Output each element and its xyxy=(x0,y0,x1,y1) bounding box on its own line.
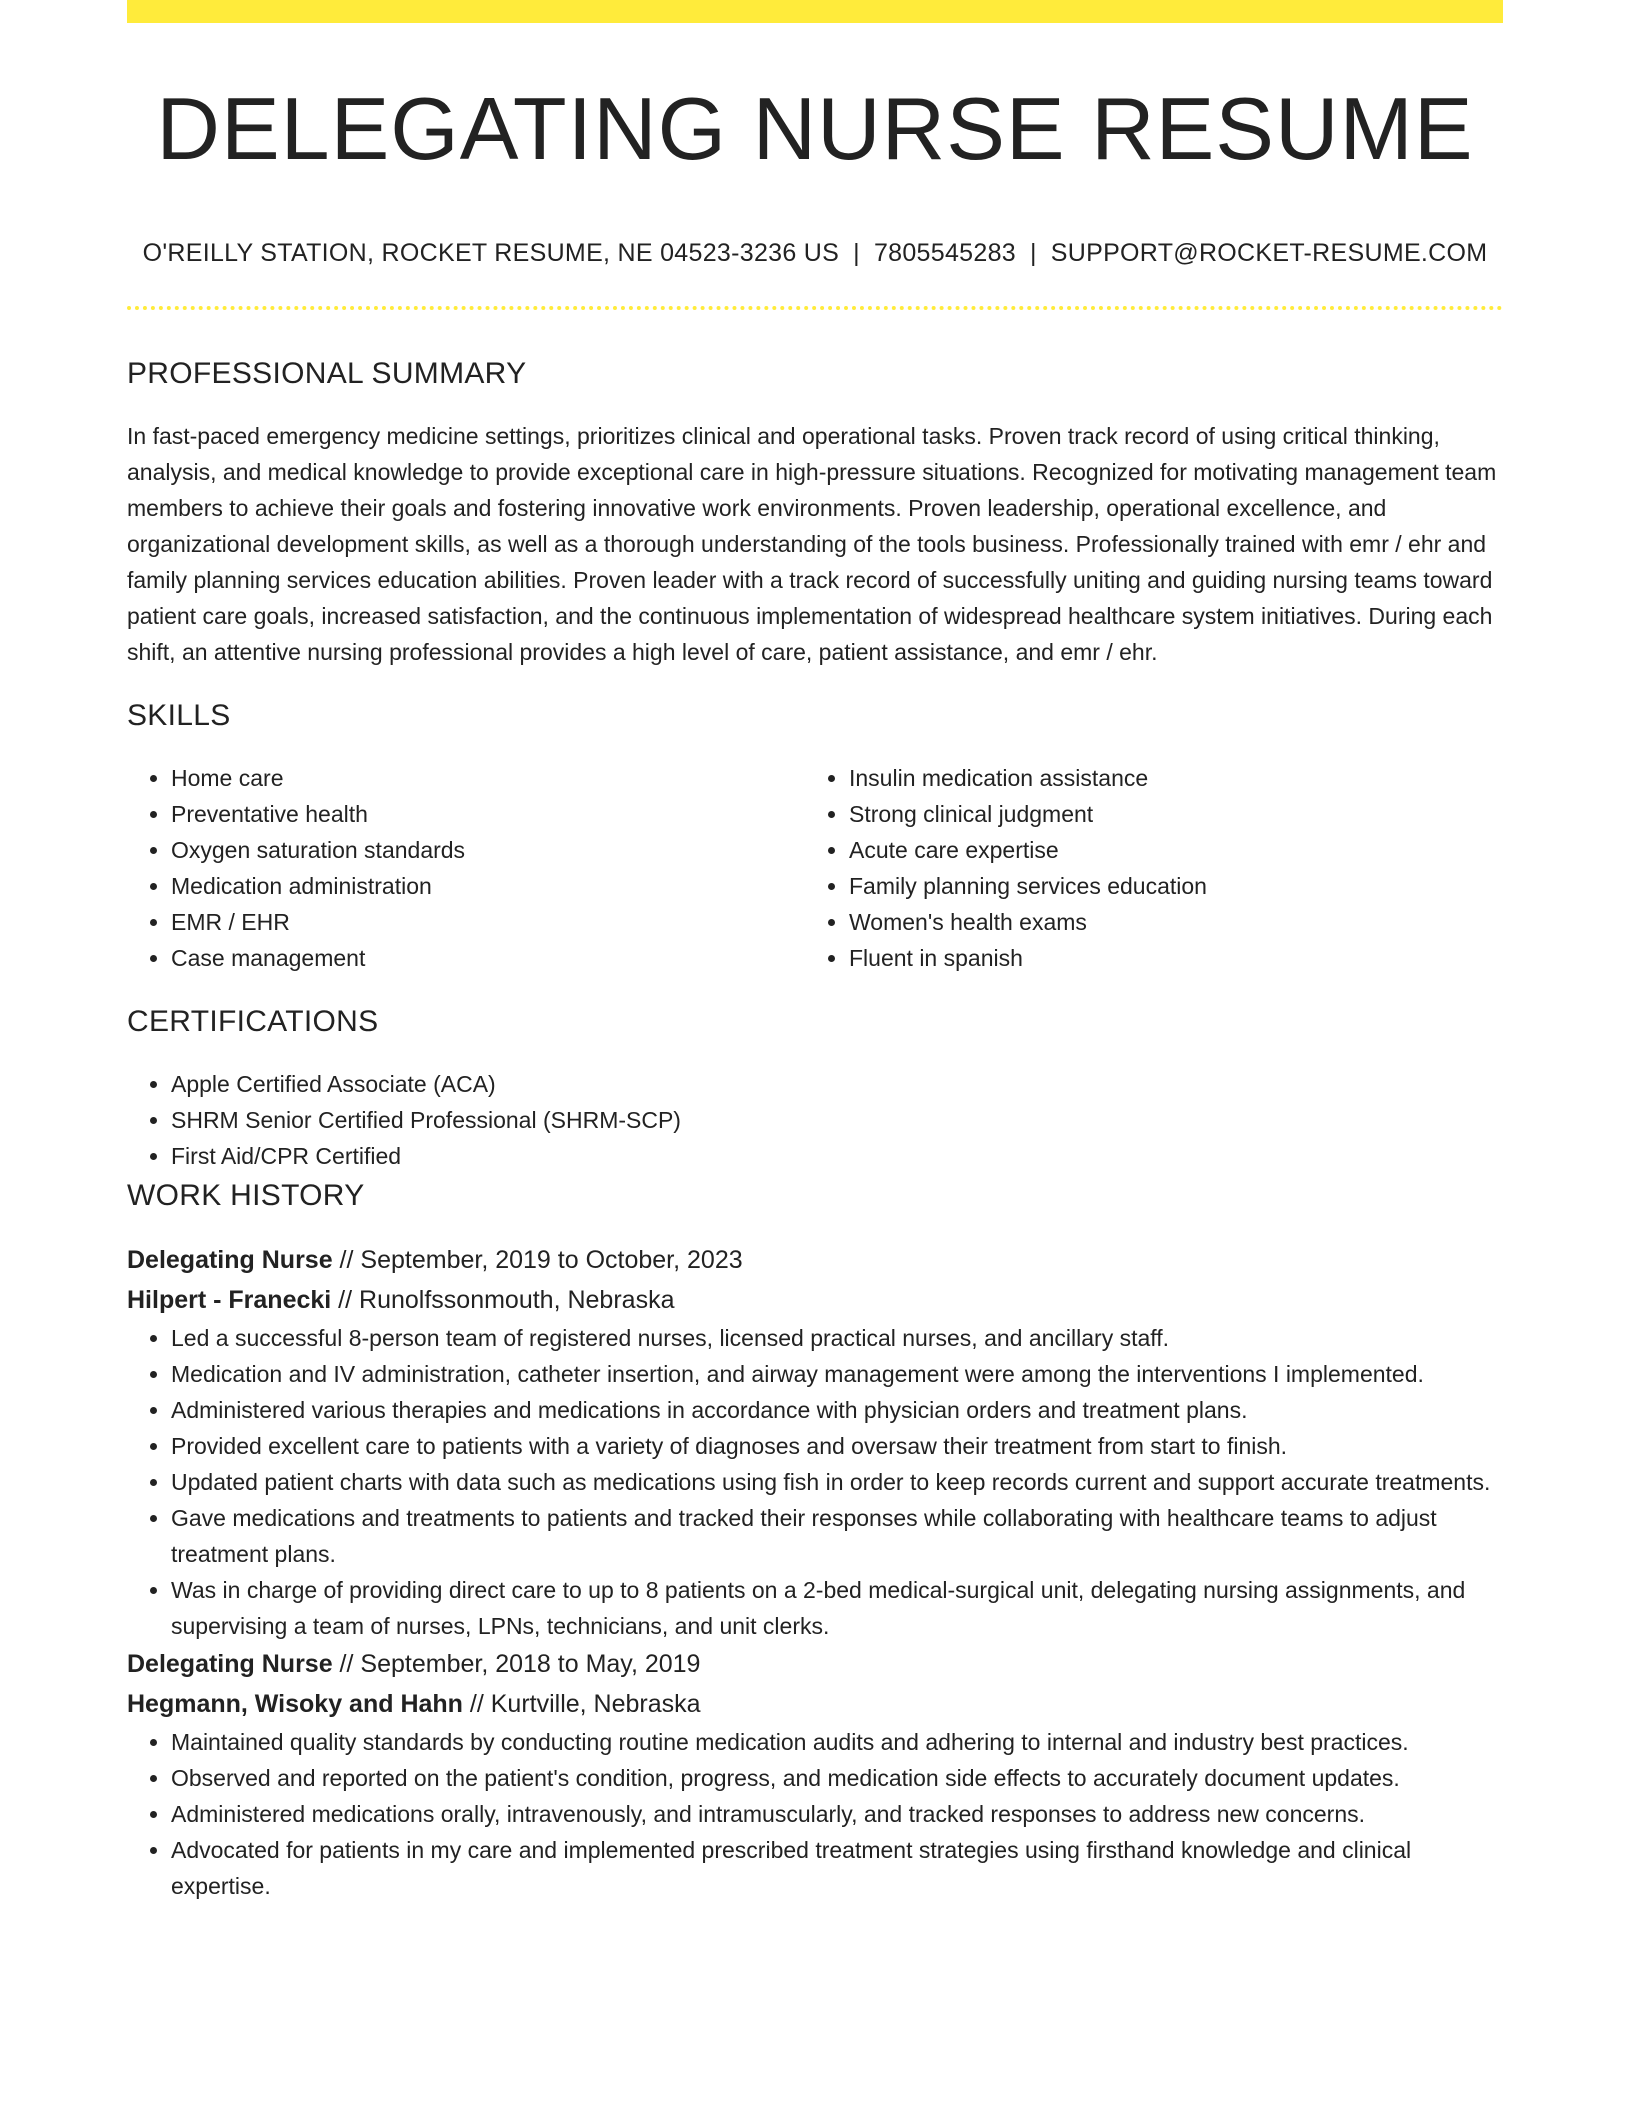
resume-title: DELEGATING NURSE RESUME xyxy=(156,79,1474,178)
job-bullet: • Provided excellent care to patients with a variety of diagnoses and oversaw their treatment from start to finish. xyxy=(171,1428,1503,1464)
resume-body xyxy=(127,352,1503,1904)
job-bullet: • Administered various therapies and medications in accordance with physician orders and treatment plans. xyxy=(171,1392,1503,1428)
job-company: Hilpert - Franecki xyxy=(127,1286,332,1314)
job-entry xyxy=(127,1240,1503,1644)
job-bullet: • Observed and reported on the patient's condition, progress, and medication side effects to accurately document updates. xyxy=(171,1760,1503,1796)
skill-item: • EMR / EHR xyxy=(171,904,805,940)
job-company-line xyxy=(127,1280,1503,1320)
job-location: Runolfssonmouth, Nebraska xyxy=(359,1286,675,1314)
job-bullet: • Advocated for patients in my care and implemented prescribed treatment strategies using firsthand knowledge and clinical expertise. xyxy=(171,1832,1503,1904)
skills-grid xyxy=(127,760,1503,976)
contact-phone: 7805545283 xyxy=(873,239,1016,267)
work-history-heading: WORK HISTORY xyxy=(127,1179,365,1212)
job-bullet: • Administered medications orally, intravenously, and intramuscularly, and tracked responses to address new concerns. xyxy=(171,1796,1503,1832)
skill-item: • Preventative health xyxy=(171,796,805,832)
job-bullet: • Medication and IV administration, catheter insertion, and airway management were among the interventions I implemented. xyxy=(171,1356,1503,1392)
certifications-list xyxy=(127,1066,1503,1174)
job-location: Kurtville, Nebraska xyxy=(490,1690,701,1718)
job-separator: // xyxy=(331,1286,360,1314)
contact-line xyxy=(127,236,1503,270)
job-bullet: • Was in charge of providing direct care to up to 8 patients on a 2-bed medical-surgical unit, delegating nursing assignments, and supervising a team of nurses, LPNs, technicians, and unit clerks. xyxy=(171,1572,1503,1644)
job-bullet: • Updated patient charts with data such as medications using fish in order to keep records current and support accurate treatments. xyxy=(171,1464,1503,1500)
contact-address: O'REILLY STATION, ROCKET RESUME, NE 04523-3236 US xyxy=(142,239,840,267)
skill-item: • Women's health exams xyxy=(849,904,1483,940)
job-dates: September, 2019 to October, 2023 xyxy=(360,1246,743,1274)
job-title-line xyxy=(127,1644,1503,1684)
skills-list-right xyxy=(805,760,1483,976)
job-dates: September, 2018 to May, 2019 xyxy=(360,1650,701,1678)
contact-separator: | xyxy=(853,239,860,267)
skills-column-left xyxy=(127,760,805,976)
job-title: Delegating Nurse xyxy=(127,1650,333,1678)
summary-text: In fast-paced emergency medicine settings, prioritizes clinical and operational tasks. Proven track record of using critical thinking, analysis, and medical knowledge to provide exceptional care in high-pressure situations. Recognized for motivating management team members to achieve their goals and fostering innovative work environments. Proven leadership, operational excellence, and organizational development skills, as well as a thorough understanding of the tools business. Professionally trained with emr / ehr and family planning services education abilities. Proven leader with a track record of successfully uniting and guiding nursing teams toward patient care goals, increased satisfaction, and the continuous implementation of widespread healthcare system initiatives. During each shift, an attentive nursing professional provides a high level of care, patient assistance, and emr / ehr. xyxy=(127,423,1497,665)
skill-item: • Fluent in spanish xyxy=(849,940,1483,976)
job-company: Hegmann, Wisoky and Hahn xyxy=(127,1690,463,1718)
job-bullet-list xyxy=(127,1320,1503,1644)
contact-email: SUPPORT@ROCKET-RESUME.COM xyxy=(1050,239,1488,267)
skills-heading: SKILLS xyxy=(127,699,231,732)
job-separator: // xyxy=(332,1650,361,1678)
skill-item: • Strong clinical judgment xyxy=(849,796,1483,832)
skill-item: • Family planning services education xyxy=(849,868,1483,904)
job-bullet: • Gave medications and treatments to patients and tracked their responses while collaborating with healthcare teams to adjust treatment plans. xyxy=(171,1500,1503,1572)
skill-item: • Oxygen saturation standards xyxy=(171,832,805,868)
job-bullet-list xyxy=(127,1724,1503,1904)
skill-item: • Home care xyxy=(171,760,805,796)
skill-item: • Case management xyxy=(171,940,805,976)
summary-heading: PROFESSIONAL SUMMARY xyxy=(127,357,527,390)
certification-item: • Apple Certified Associate (ACA) xyxy=(171,1066,1503,1102)
job-title: Delegating Nurse xyxy=(127,1246,333,1274)
skill-item: • Insulin medication assistance xyxy=(849,760,1483,796)
header-divider xyxy=(127,306,1503,310)
certification-item: • First Aid/CPR Certified xyxy=(171,1138,1503,1174)
job-company-line xyxy=(127,1684,1503,1724)
skill-item: • Medication administration xyxy=(171,868,805,904)
job-separator: // xyxy=(332,1246,361,1274)
top-accent-bar xyxy=(127,0,1503,23)
job-bullet: • Led a successful 8-person team of registered nurses, licensed practical nurses, and ancillary staff. xyxy=(171,1320,1503,1356)
job-entry xyxy=(127,1644,1503,1904)
skills-list-left xyxy=(127,760,805,976)
skill-item: • Acute care expertise xyxy=(849,832,1483,868)
job-title-line xyxy=(127,1240,1503,1280)
job-bullet: • Maintained quality standards by conducting routine medication audits and adhering to internal and industry best practices. xyxy=(171,1724,1503,1760)
certifications-heading: CERTIFICATIONS xyxy=(127,1005,379,1038)
certification-item: • SHRM Senior Certified Professional (SHRM-SCP) xyxy=(171,1102,1503,1138)
skills-column-right xyxy=(805,760,1483,976)
job-separator: // xyxy=(462,1690,491,1718)
contact-separator: | xyxy=(1029,239,1037,267)
